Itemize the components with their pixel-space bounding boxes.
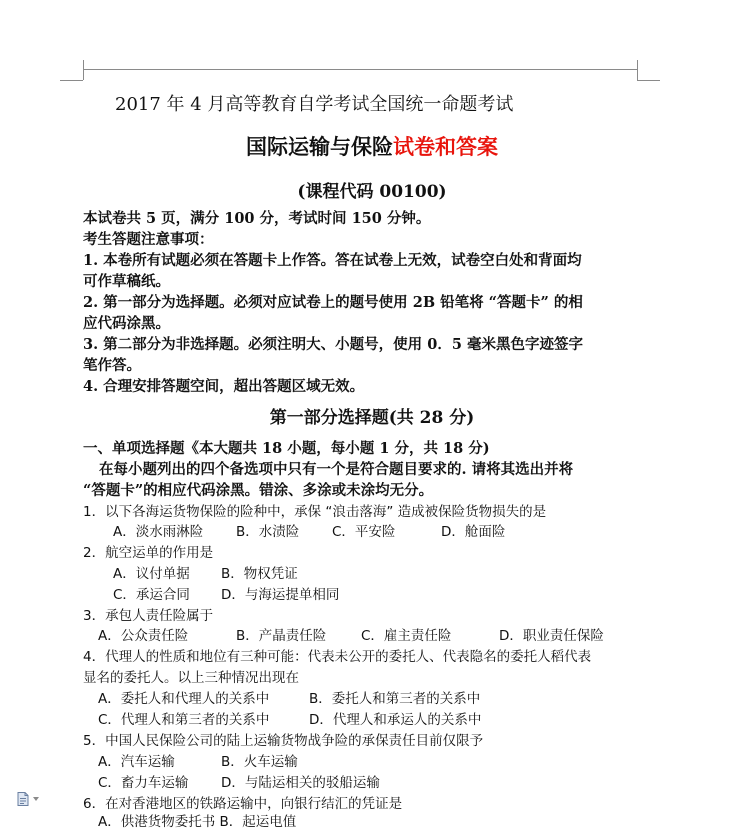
q2-option-b: B．物权凭证 xyxy=(221,566,298,582)
q3-option-a: A．公众责任险 xyxy=(98,628,189,644)
part-title: 第一部分选择题(共 28 分) xyxy=(269,408,475,428)
question-5: 5．中国人民保险公司的陆上运输货物战争险的承保责任目前仅限予 xyxy=(83,733,484,749)
notice-item: 1. 本卷所有试题必须在答题卡上作答。答在试卷上无效，试卷空白处和背面均 xyxy=(83,252,582,269)
notice-heading: 考生答题注意事项： xyxy=(83,231,214,248)
q5-option-d: D．与陆运相关的驳船运输 xyxy=(221,775,380,791)
q4-option-b: B．委托人和第三者的关系中 xyxy=(309,691,481,707)
title-red: 试卷和答案 xyxy=(393,134,498,159)
notice-item: 3. 第二部分为非选择题。必须注明大、小题号，使用 0．5 毫米黑色字迹签字 xyxy=(83,336,583,353)
page-title xyxy=(0,131,744,161)
title-black: 国际运输与保险 xyxy=(246,134,393,159)
q3-option-d: D．职业责任保险 xyxy=(499,628,604,644)
exam-header: 2017 年 4 月高等教育自学考试全国统一命题考试 xyxy=(115,94,514,115)
q2-option-d: D．与海运提单相同 xyxy=(221,587,340,603)
q5-option-b: B．火车运输 xyxy=(221,754,298,770)
notice-item: 应代码涂黑。 xyxy=(83,315,170,332)
q5-option-c: C．畜力车运输 xyxy=(98,775,189,791)
section-title: 一、单项选择题《本大题共 18 小题，每小题 1 分，共 18 分) xyxy=(83,440,490,457)
question-4: 4．代理人的性质和地位有三种可能：代表未公开的委托人、代表隐名的委托人稻代表 xyxy=(83,649,592,665)
crop-mark-top-left-v xyxy=(83,60,84,80)
crop-mark-top-right-h xyxy=(637,80,660,81)
notice-item: 笔作答。 xyxy=(83,357,141,374)
crop-mark-top-left-h xyxy=(60,80,83,81)
question-2: 2．航空运单的作用是 xyxy=(83,545,214,561)
section-instruction: “答题卡”的相应代码涂黑。错涂、多涂或未涂均无分。 xyxy=(83,482,434,499)
header-rule xyxy=(83,69,637,70)
q1-option-b: B．水渍险 xyxy=(236,524,300,540)
question-1: 1．以下各海运货物保险的险种中，承保 “浪击落海” 造成被保险货物损失的是 xyxy=(83,504,547,520)
q3-option-b: B．产晶责任险 xyxy=(236,628,327,644)
notice-item: 4. 合理安排答题空间，超出答题区域无效。 xyxy=(83,378,365,395)
crop-mark-top-right-v xyxy=(637,60,638,80)
notice-info: 本试卷共 5 页，满分 100 分，考试时间 150 分钟。 xyxy=(83,210,431,227)
question-6: 6．在对香港地区的铁路运输中，向银行结汇的凭证是 xyxy=(83,796,403,812)
section-instruction: 在每小题列出的四个备选项中只有一个是符合题目要求的. 请将其选出并将 xyxy=(99,461,574,478)
q1-option-c: C．平安险 xyxy=(332,524,396,540)
q1-option-d: D．舱面险 xyxy=(441,524,506,540)
q4-option-d: D．代理人和承运人的关系中 xyxy=(309,712,482,728)
notice-item: 2. 第一部分为选择题。必须对应试卷上的题号使用 2B 铅笔将 “答题卡” 的相 xyxy=(83,294,583,311)
q4-option-a: A．委托人和代理人的关系中 xyxy=(98,691,270,707)
document-icon[interactable] xyxy=(17,792,29,806)
q4-option-c: C．代理人和第三者的关系中 xyxy=(98,712,270,728)
chevron-down-icon[interactable] xyxy=(33,797,39,801)
notice-item: 可作草稿纸。 xyxy=(83,273,170,290)
q5-option-a: A．汽车运输 xyxy=(98,754,175,770)
question-4-cont: 显名的委托人。以上三种情况出现在 xyxy=(83,670,299,686)
course-code: (课程代码 00100) xyxy=(297,182,447,202)
q2-option-a: A．议付单据 xyxy=(113,566,190,582)
q3-option-c: C．雇主责任险 xyxy=(361,628,452,644)
q2-option-c: C．承运合同 xyxy=(113,587,190,603)
question-3: 3．承包人责任险属于 xyxy=(83,608,214,624)
q6-options-partial: A．供港货物委托书 B．起运电值 xyxy=(98,814,297,830)
q1-option-a: A．淡水雨淋险 xyxy=(113,524,204,540)
